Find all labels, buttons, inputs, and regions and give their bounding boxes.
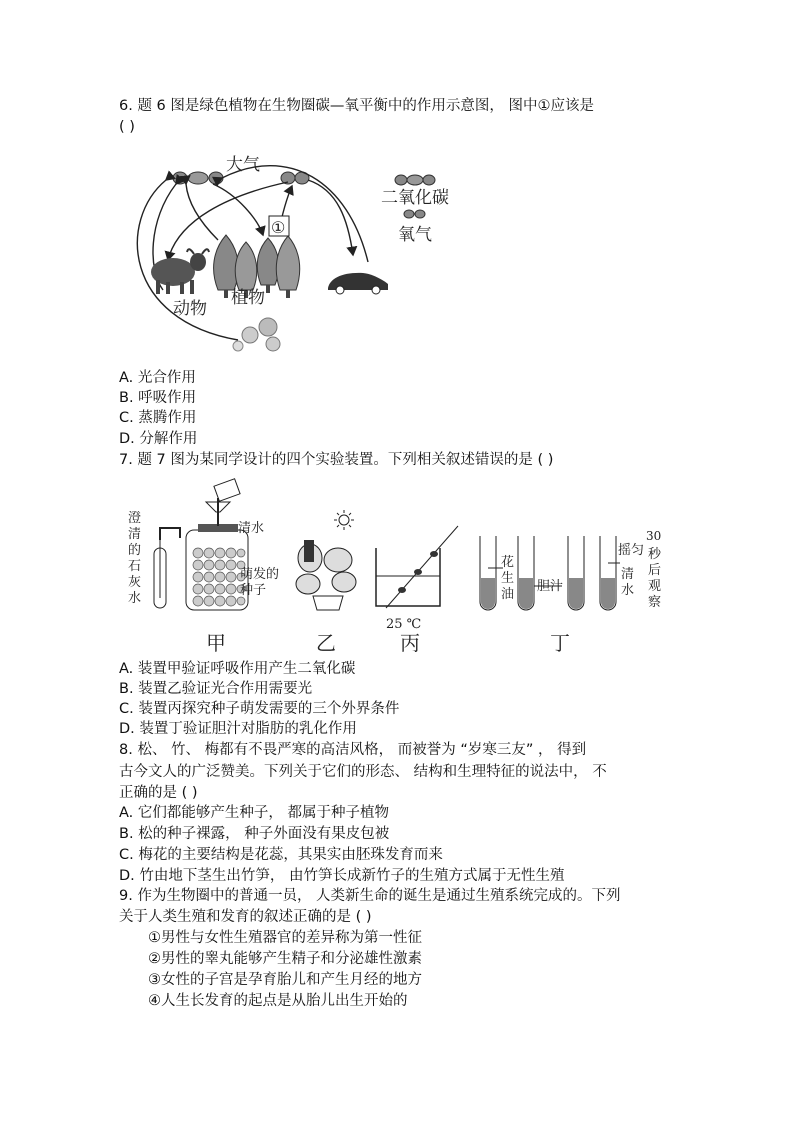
car-icon: [328, 273, 388, 294]
co2-molecule-icon: [173, 172, 223, 184]
q6-figure: [118, 150, 478, 355]
q9-stem-line1: 9. 作为生物圈中的普通一员， 人类新生命的诞生是通过生殖系统完成的。下列: [119, 888, 621, 904]
marker-1-label: ①: [271, 218, 286, 237]
decomposer-icon: [233, 318, 280, 351]
q9-statement-3: ③女性的子宫是孕育胎儿和产生月经的地方: [148, 972, 422, 988]
q6-stem-line1: 6. 题 6 图是绿色植物在生物圈碳—氧平衡中的作用示意图， 图中①应该是: [119, 98, 594, 114]
q6-option-c: C. 蒸腾作用: [119, 410, 197, 426]
q9-statement-4: ④人生长发育的起点是从胎儿出生开始的: [148, 993, 408, 1009]
q8-option-a: A. 它们都能够产生种子， 都属于种子植物: [119, 805, 389, 821]
yak-icon: [151, 249, 209, 294]
atmosphere-label: 大气: [226, 155, 260, 175]
q9-stem-line2: 关于人类生殖和发育的叙述正确的是 ( ): [119, 909, 372, 925]
q8-option-c: C. 梅花的主要结构是花蕊，其果实由胚珠发育而来: [119, 847, 443, 863]
beaker-icon: [376, 526, 458, 608]
q7-option-c: C. 装置丙探究种子萌发需要的三个外界条件: [119, 701, 400, 717]
label-jia: 甲: [206, 631, 226, 655]
clear-water-label: 清水: [238, 521, 265, 536]
co2-to-plant-arrow: [213, 184, 263, 235]
seeds-label-2: 种子: [240, 583, 267, 598]
o2-legend-label: 氧气: [398, 225, 432, 245]
label-ding: 丁: [550, 631, 570, 655]
potted-plant-icon: [296, 540, 356, 610]
plant-label: 植物: [231, 288, 265, 308]
q6-option-b: B. 呼吸作用: [119, 390, 197, 406]
label-yi: 乙: [316, 631, 336, 655]
legend-co2-icon: [395, 175, 435, 185]
seeds-label-1: 萌发的: [240, 567, 280, 582]
peanut-oil-label-3: 油: [501, 587, 515, 602]
q7-option-a: A. 装置甲验证呼吸作用产生二氧化碳: [119, 661, 356, 677]
q8-option-d: D. 竹由地下茎生出竹笋， 由竹笋长成新竹子的生殖方式属于无性生殖: [119, 868, 565, 884]
q9-statement-1: ①男性与女性生殖器官的差异称为第一性征: [148, 930, 422, 946]
peanut-oil-label-1: 花: [501, 555, 515, 570]
sun-icon: [334, 510, 354, 530]
co2-legend-label: 二氧化碳: [381, 188, 449, 208]
svg-text:观: 观: [648, 579, 662, 594]
animal-label: 动物: [173, 299, 207, 319]
limewater-label: [128, 511, 141, 606]
limewater-tube-icon: [154, 528, 180, 608]
temperature-label: 25 ℃: [386, 617, 422, 632]
observe-label: [646, 529, 662, 610]
svg-text:的: 的: [128, 543, 142, 558]
q7-option-d: D. 装置丁验证胆汁对脂肪的乳化作用: [119, 721, 357, 737]
q7-stem: 7. 题 7 图为某同学设计的四个实验装置。下列相关叙述错误的是 ( ): [119, 452, 554, 468]
svg-text:察: 察: [648, 595, 662, 610]
label-bing: 丙: [400, 631, 420, 655]
svg-text:澄: 澄: [128, 511, 142, 526]
q6-option-a: A. 光合作用: [119, 370, 196, 386]
peanut-oil-label-2: 生: [501, 571, 515, 586]
svg-text:水: 水: [128, 591, 142, 606]
svg-text:石: 石: [128, 559, 142, 574]
svg-text:清: 清: [128, 527, 142, 542]
svg-text:秒: 秒: [648, 547, 662, 562]
q7-figure: [118, 478, 678, 658]
q8-stem-line2: 古今文人的广泛赞美。下列关于它们的形态、 结构和生理特征的说法中， 不: [119, 764, 607, 780]
water-label-2: 水: [621, 583, 635, 598]
bile-label: 胆汁: [537, 579, 564, 594]
q9-statement-2: ②男性的睾丸能够产生精子和分泌雄性激素: [148, 951, 422, 967]
shake-label: 摇匀: [618, 543, 645, 558]
q8-stem-line1: 8. 松、 竹、 梅都有不畏严寒的高洁风格， 而被誉为 “岁寒三友” ， 得到: [119, 742, 587, 758]
svg-text:灰: 灰: [128, 575, 142, 590]
q8-stem-line3: 正确的是 ( ): [119, 785, 198, 801]
seed-jar-icon: [186, 479, 248, 610]
water-label-1: 清: [621, 567, 635, 582]
q6-stem-line2: ( ): [119, 119, 135, 135]
svg-text:30: 30: [646, 529, 662, 543]
q8-option-b: B. 松的种子裸露， 种子外面没有果皮包被: [119, 826, 390, 842]
q6-option-d: D. 分解作用: [119, 431, 198, 447]
legend-o2-icon: [404, 210, 425, 218]
plant-respiration-arrow: [186, 184, 218, 240]
q7-option-b: B. 装置乙验证光合作用需要光: [119, 681, 313, 697]
svg-text:后: 后: [648, 563, 662, 578]
